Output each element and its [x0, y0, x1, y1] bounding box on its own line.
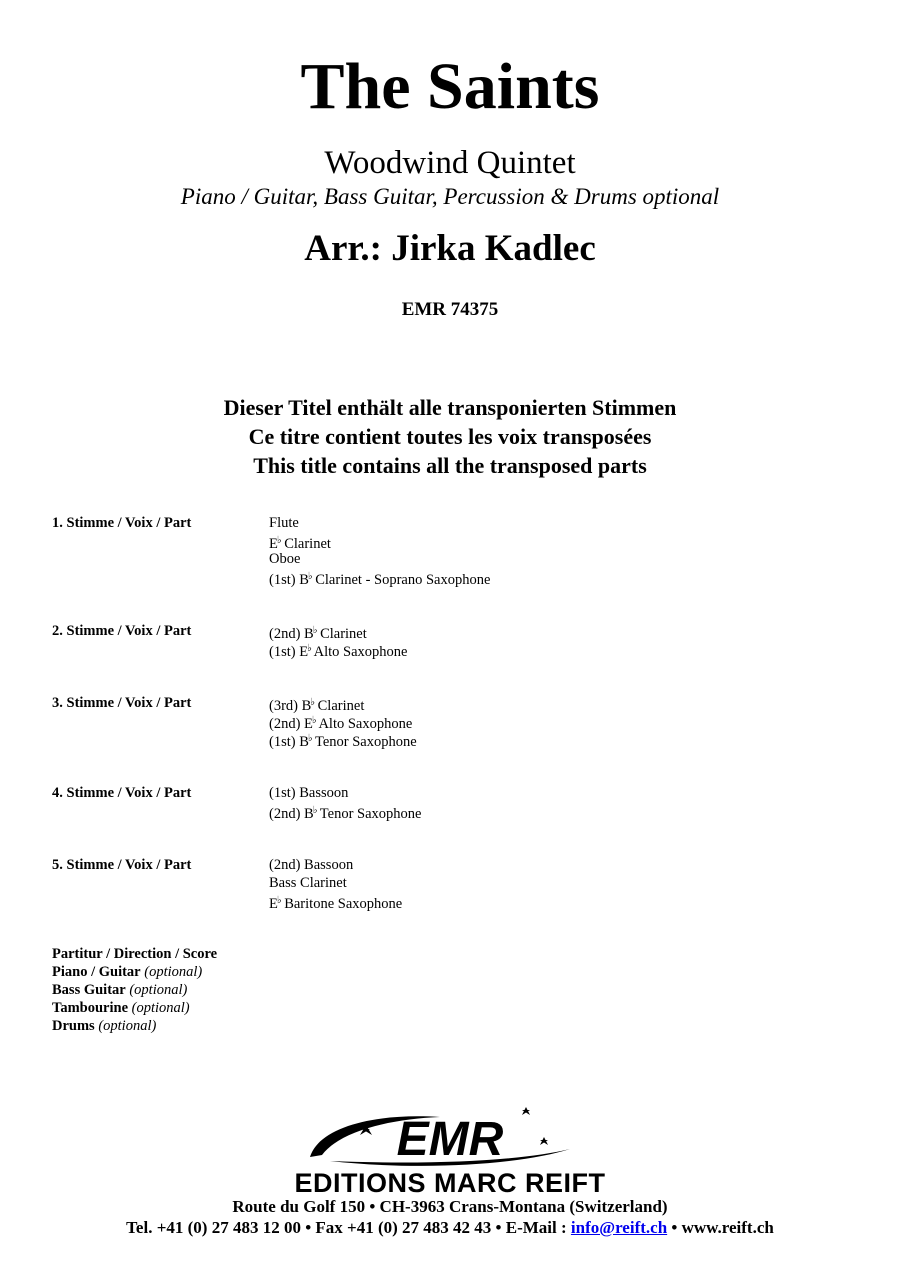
instrument-key: B: [304, 626, 314, 642]
instrument-item: [269, 784, 421, 802]
notice-german: Dieser Titel enthält alle transponierten Stimmen: [223, 395, 677, 420]
extra-name: Tambourine: [52, 1000, 129, 1016]
instrument-key: B: [301, 698, 312, 714]
part-label: 1. Stimme / Voix / Part: [52, 515, 192, 531]
arranger: Arr.: Jirka Kadlec: [304, 228, 596, 269]
instrument-name: Bassoon: [304, 857, 354, 873]
part-label: 2. Stimme / Voix / Part: [52, 623, 192, 639]
notice-french: Ce titre contient toutes les voix transposées: [248, 424, 652, 449]
instrument-item: [269, 622, 407, 640]
optional-instruments: Piano / Guitar, Bass Guitar, Percussion & Drums optional: [180, 184, 720, 209]
instrument-item: [269, 568, 490, 586]
extra-name: Piano / Guitar: [52, 964, 141, 980]
extra-item: [52, 999, 217, 1017]
instrument-item: [269, 856, 402, 874]
instrument-prefix: (2nd): [269, 806, 305, 822]
contact-prefix: Tel. +41 (0) 27 483 12 00 • Fax +41 (0) 27 483 42 43 • E-Mail :: [126, 1218, 571, 1237]
instrument-key: E: [299, 644, 309, 660]
instrument-key: B: [299, 734, 309, 750]
extra-note: (optional): [129, 982, 188, 998]
instrument-name: Clarinet: [316, 626, 367, 642]
instrument-item: [269, 712, 417, 730]
instrument-prefix: (1st): [269, 734, 300, 750]
instrument-prefix: (1st): [269, 785, 300, 801]
instrument-item: [269, 802, 421, 820]
flat-symbol: ♭: [276, 535, 281, 546]
instrument-name: Alto Saxophone: [315, 716, 413, 732]
instrument-item: [269, 874, 402, 892]
contact-suffix: • www.reift.ch: [667, 1218, 774, 1237]
instrument-item: [269, 730, 417, 748]
instrument-name: Flute: [269, 515, 299, 531]
extra-item: [52, 963, 217, 981]
extra-name: Partitur / Direction / Score: [52, 946, 218, 962]
extra-item: [52, 945, 217, 963]
publisher-contact: [0, 1217, 900, 1239]
instrument-name: Baritone Saxophone: [280, 896, 403, 912]
instrument-key: E: [269, 536, 278, 552]
subtitle: Woodwind Quintet: [324, 145, 576, 181]
extra-item: [52, 1017, 217, 1035]
instrument-item: [269, 694, 417, 712]
instrument-name: Oboe: [269, 551, 301, 567]
instrument-name: Tenor Saxophone: [316, 806, 422, 822]
instrument-name: Clarinet - Soprano Saxophone: [311, 572, 491, 588]
instrument-item: [269, 532, 490, 550]
part-label: 4. Stimme / Voix / Part: [52, 785, 192, 801]
publisher-brand: EDITIONS MARC REIFT: [294, 1168, 606, 1198]
instrument-prefix: (1st): [269, 644, 300, 660]
notice-english: This title contains all the transposed parts: [253, 453, 647, 478]
extra-note: (optional): [144, 964, 203, 980]
instrument-key: B: [299, 572, 309, 588]
instrument-name: Bassoon: [299, 785, 349, 801]
publisher-address: Route du Golf 150 • CH-3963 Crans-Montana (Switzerland): [232, 1197, 668, 1216]
extra-note: (optional): [131, 1000, 190, 1016]
extra-note: (optional): [98, 1018, 157, 1034]
extra-item: [52, 981, 217, 999]
instrument-list: [269, 622, 407, 658]
instrument-prefix: (2nd): [269, 716, 305, 732]
instrument-list: [269, 694, 417, 748]
flat-symbol: ♭: [276, 895, 281, 906]
part-label: 5. Stimme / Voix / Part: [52, 857, 192, 873]
part-label: 3. Stimme / Voix / Part: [52, 695, 192, 711]
logo-text: EMR: [396, 1113, 504, 1166]
instrument-name: Tenor Saxophone: [311, 734, 417, 750]
flat-symbol: ♭: [312, 625, 317, 636]
instrument-prefix: (3rd): [269, 698, 302, 714]
instrument-name: Clarinet: [314, 698, 365, 714]
instrument-name: Bass Clarinet: [269, 875, 347, 891]
extras-list: [52, 945, 217, 1035]
instrument-item: [269, 550, 490, 568]
instrument-list: [269, 784, 421, 820]
catalog-number: EMR 74375: [401, 299, 499, 320]
instrument-name: Alto Saxophone: [310, 644, 408, 660]
instrument-item: [269, 514, 490, 532]
instrument-item: [269, 892, 402, 910]
flat-symbol: ♭: [307, 643, 311, 654]
instrument-key: E: [304, 716, 313, 732]
flat-symbol: ♭: [310, 697, 315, 708]
instrument-item: [269, 640, 407, 658]
flat-symbol: ♭: [307, 733, 312, 744]
flat-symbol: ♭: [311, 715, 316, 726]
instrument-prefix: (2nd): [269, 857, 305, 873]
instrument-list: [269, 514, 490, 586]
instrument-name: Clarinet: [280, 536, 331, 552]
instrument-key: B: [304, 806, 314, 822]
email-link[interactable]: info@reift.ch: [570, 1218, 668, 1237]
instrument-prefix: (2nd): [269, 626, 305, 642]
instrument-key: E: [269, 896, 278, 912]
flat-symbol: ♭: [312, 805, 317, 816]
extra-name: Bass Guitar: [52, 982, 126, 998]
flat-symbol: ♭: [307, 571, 312, 582]
instrument-prefix: (1st): [269, 572, 300, 588]
extra-name: Drums: [52, 1018, 95, 1034]
instrument-list: [269, 856, 402, 910]
page-title: The Saints: [300, 50, 600, 123]
